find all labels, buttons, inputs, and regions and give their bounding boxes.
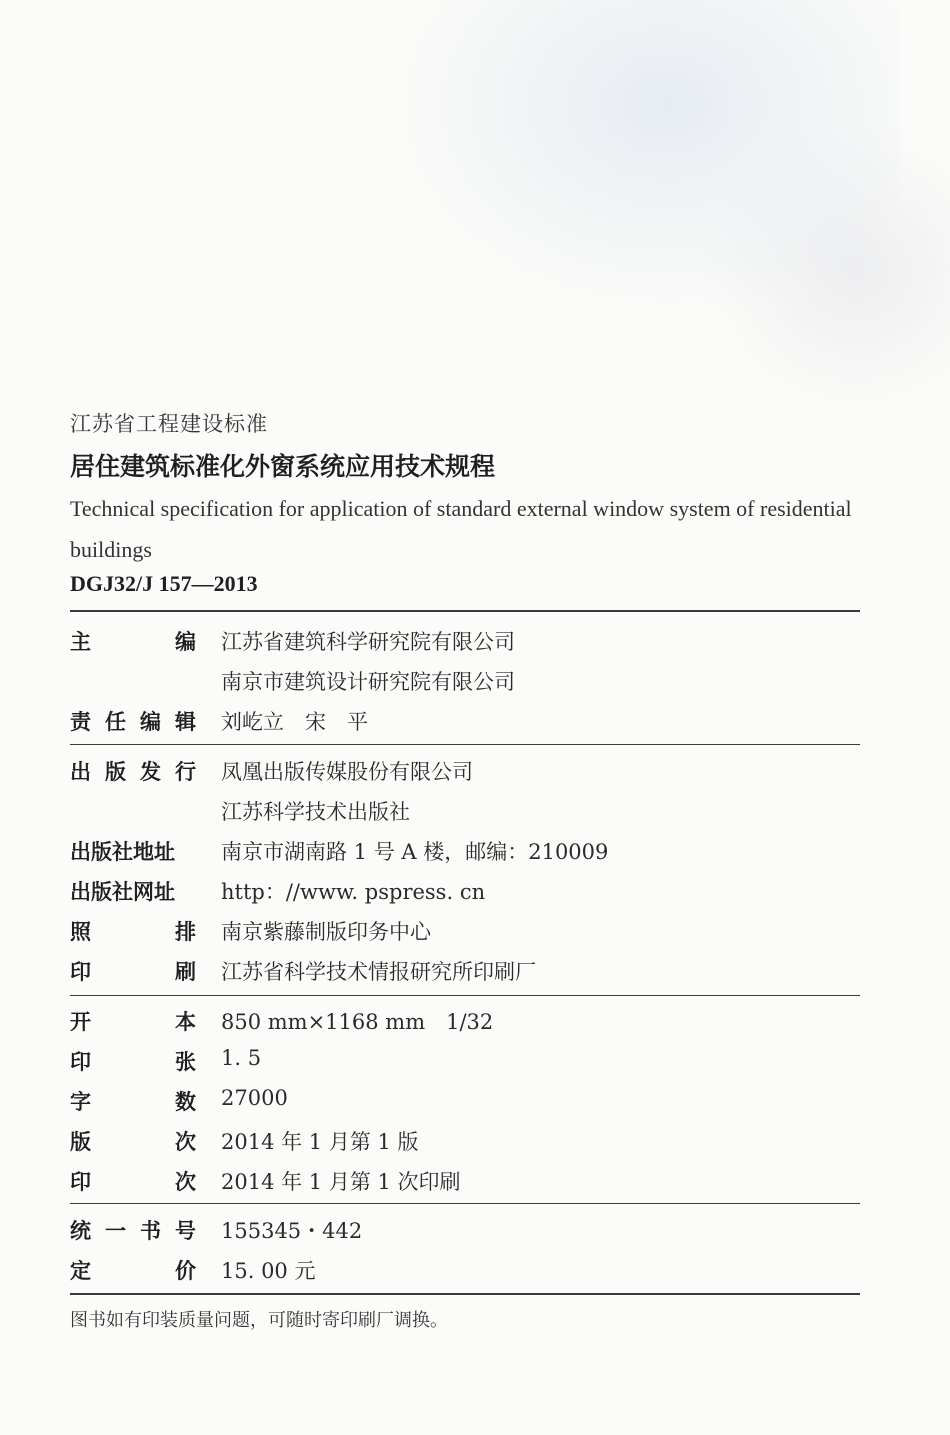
colophon-row <box>70 1255 860 1295</box>
row-label <box>70 1086 196 1116</box>
row-label-char: 张 <box>175 1050 196 1074</box>
row-label-char: 行 <box>175 760 196 784</box>
colophon-row <box>70 626 860 666</box>
colophon-row <box>70 1046 860 1086</box>
divider-3 <box>70 1203 860 1204</box>
divider-1 <box>70 744 860 745</box>
row-label <box>70 916 196 946</box>
row-label-char: 辑 <box>175 710 196 734</box>
row-label-char: 责 <box>70 710 91 734</box>
row-label-char: 出版社网址 <box>70 880 175 904</box>
row-value: 2014 年 1 月第 1 次印刷 <box>221 1170 461 1194</box>
colophon-row <box>70 796 860 836</box>
colophon-row <box>70 666 860 706</box>
row-label-char: 版 <box>105 760 126 784</box>
row-label <box>70 706 196 736</box>
row-label-char: 发 <box>140 760 161 784</box>
row-label <box>70 756 196 786</box>
row-label-char: 字 <box>70 1090 91 1114</box>
divider-top <box>70 610 860 612</box>
row-value: 27000 <box>221 1086 288 1110</box>
row-label <box>70 836 196 866</box>
row-label <box>70 1046 196 1076</box>
row-label-char: 照 <box>70 920 91 944</box>
row-label-char: 版 <box>70 1130 91 1154</box>
row-value: 南京紫藤制版印务中心 <box>221 920 431 944</box>
row-value: 江苏省建筑科学研究院有限公司 <box>221 630 515 654</box>
row-label <box>70 1166 196 1196</box>
row-label-char: 数 <box>175 1090 196 1114</box>
row-label-char: 出版社地址 <box>70 840 175 864</box>
row-label <box>70 626 196 656</box>
row-label-char: 编 <box>175 630 196 654</box>
colophon-row <box>70 756 860 796</box>
colophon-row <box>70 836 860 876</box>
row-value: 1. 5 <box>221 1046 262 1070</box>
row-label-char: 号 <box>175 1219 196 1243</box>
row-value: http：//www. pspress. cn <box>221 880 486 904</box>
row-value: 江苏科学技术出版社 <box>221 800 410 824</box>
row-label-char: 排 <box>175 920 196 944</box>
row-label-char: 本 <box>175 1010 196 1034</box>
divider-bottom <box>70 1293 860 1295</box>
quality-note: 图书如有印装质量问题，可随时寄印刷厂调换。 <box>70 1310 448 1331</box>
colophon-row <box>70 956 860 996</box>
row-label-char: 次 <box>175 1170 196 1194</box>
row-value: 155345・442 <box>221 1219 363 1243</box>
row-value: 2014 年 1 月第 1 版 <box>221 1130 419 1154</box>
row-label <box>70 1126 196 1156</box>
row-label-char: 出 <box>70 760 91 784</box>
colophon-row <box>70 1166 860 1206</box>
colophon-row <box>70 706 860 746</box>
row-label-char: 任 <box>105 710 126 734</box>
row-label <box>70 1255 196 1285</box>
row-value: 凤凰出版传媒股份有限公司 <box>221 760 473 784</box>
row-value: 850 mm×1168 mm 1/32 <box>221 1010 494 1034</box>
colophon-row <box>70 1086 860 1126</box>
row-label-char: 主 <box>70 630 91 654</box>
row-value: 南京市湖南路 1 号 A 楼，邮编：210009 <box>221 840 609 864</box>
title-chinese: 居住建筑标准化外窗系统应用技术规程 <box>70 452 496 481</box>
background-wash-secondary <box>700 120 950 420</box>
row-label <box>70 1006 196 1036</box>
row-label-char: 开 <box>70 1010 91 1034</box>
row-value: 刘屹立 宋 平 <box>221 710 368 734</box>
row-label-char: 刷 <box>175 960 196 984</box>
row-label-char: 印 <box>70 960 91 984</box>
title-english: Technical specification for application of standard external window system of residential buildings <box>70 496 852 562</box>
row-label-char: 书 <box>140 1219 161 1243</box>
row-label <box>70 876 196 906</box>
row-label-char: 印 <box>70 1050 91 1074</box>
row-label <box>70 1215 196 1245</box>
row-value: 江苏省科学技术情报研究所印刷厂 <box>221 960 536 984</box>
colophon-row <box>70 1215 860 1255</box>
row-value: 南京市建筑设计研究院有限公司 <box>221 670 515 694</box>
colophon-row <box>70 1006 860 1046</box>
row-label-char: 统 <box>70 1219 91 1243</box>
colophon-row <box>70 876 860 916</box>
row-label-char: 一 <box>105 1219 126 1243</box>
standard-code: DGJ32/J 157—2013 <box>70 571 258 596</box>
row-label-char: 定 <box>70 1259 91 1283</box>
row-label-char: 价 <box>175 1259 196 1283</box>
colophon-row <box>70 1126 860 1166</box>
row-label-char: 次 <box>175 1130 196 1154</box>
row-label-char: 印 <box>70 1170 91 1194</box>
standard-series: 江苏省工程建设标准 <box>70 412 268 436</box>
row-label <box>70 956 196 986</box>
row-value: 15. 00 元 <box>221 1259 316 1283</box>
divider-2 <box>70 995 860 996</box>
colophon-row <box>70 916 860 956</box>
row-label-char: 编 <box>140 710 161 734</box>
